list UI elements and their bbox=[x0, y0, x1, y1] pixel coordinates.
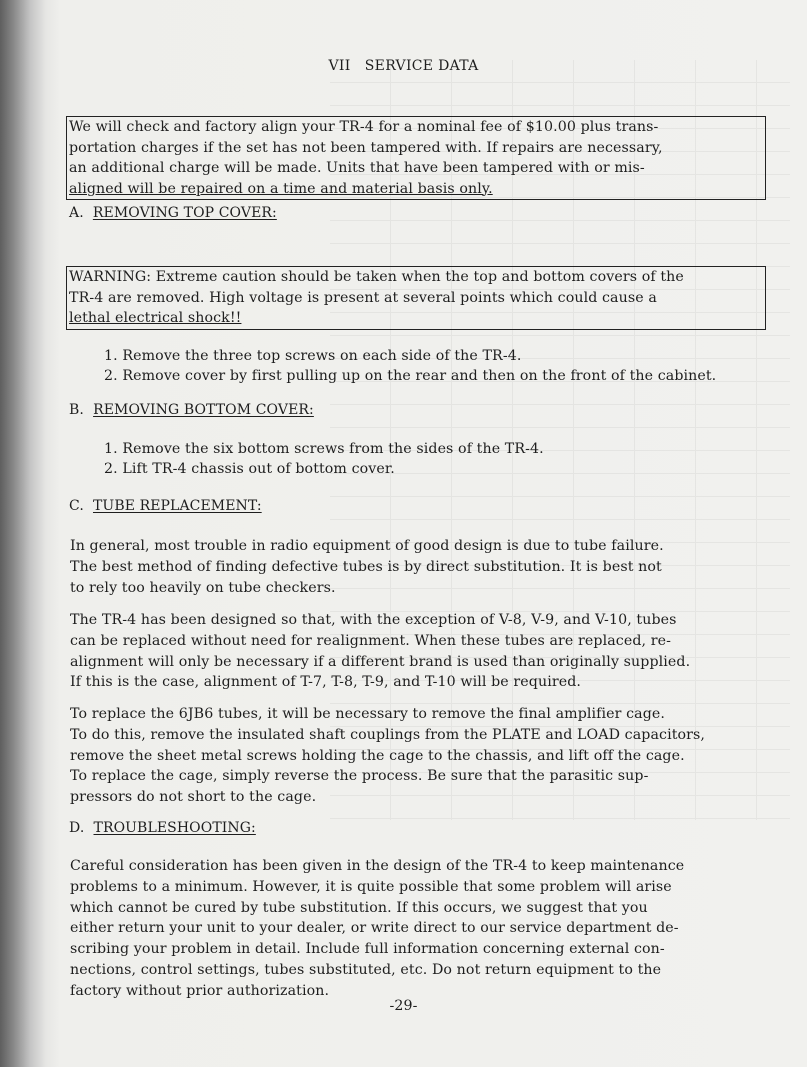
paragraph-line: either return your unit to your dealer, or write direct to our service department de- bbox=[70, 920, 679, 937]
section-title: REMOVING TOP COVER: bbox=[92, 205, 277, 221]
section-letter: B. bbox=[69, 402, 84, 418]
paragraph-line: to rely too heavily on tube checkers. bbox=[70, 579, 336, 596]
notice-line: portation charges if the set has not been tampered with. If repairs are necessary, bbox=[69, 139, 663, 156]
paragraph bbox=[70, 536, 664, 598]
list-item: 2. Remove cover by first pulling up on the rear and then on the front of the cabinet. bbox=[104, 368, 717, 384]
paragraph-line: can be replaced without need for realignment. When these tubes are replaced, re- bbox=[70, 632, 671, 649]
paragraph-line: scribing your problem in detail. Include full information concerning external con- bbox=[70, 941, 665, 958]
paragraph-line: remove the sheet metal screws holding the cage to the chassis, and lift off the cage. bbox=[70, 747, 685, 764]
paragraph-line: alignment will only be necessary if a different brand is used than originally supplied. bbox=[70, 653, 691, 670]
section-letter: A. bbox=[69, 205, 84, 221]
paragraph bbox=[70, 704, 705, 808]
notice-line: an additional charge will be made. Units that have been tampered with or mis- bbox=[69, 160, 645, 176]
list-item: 2. Lift TR-4 chassis out of bottom cover. bbox=[104, 461, 395, 477]
paragraph-line: which cannot be cured by tube substitution. If this occurs, we suggest that you bbox=[70, 899, 648, 916]
section-heading-d bbox=[69, 820, 256, 836]
section-heading-b bbox=[69, 402, 314, 418]
paragraph-line: nections, control settings, tubes substituted, etc. Do not return equipment to the bbox=[70, 961, 662, 978]
section-title: TUBE REPLACEMENT: bbox=[92, 498, 262, 514]
paragraph-line: To do this, remove the insulated shaft couplings from the PLATE and LOAD capacitors, bbox=[70, 726, 706, 743]
paragraph-line: factory without prior authorization. bbox=[70, 982, 330, 999]
paragraph-line: The best method of finding defective tubes is by direct substitution. It is best not bbox=[70, 558, 662, 575]
steps-list-b bbox=[104, 439, 544, 479]
section-heading-c bbox=[69, 498, 262, 514]
section-letter: D. bbox=[69, 820, 85, 836]
list-item: 1. Remove the three top screws on each side of the TR-4. bbox=[104, 348, 522, 364]
notice-line: We will check and factory align your TR-4 for a nominal fee of $10.00 plus trans- bbox=[69, 119, 659, 135]
page-number: -29- bbox=[389, 998, 418, 1014]
paragraph bbox=[70, 610, 690, 693]
paragraph bbox=[70, 856, 684, 1002]
paragraph-line: To replace the cage, simply reverse the process. Be sure that the parasitic sup- bbox=[70, 768, 649, 785]
section-heading-a bbox=[69, 205, 277, 221]
list-item: 1. Remove the six bottom screws from the sides of the TR-4. bbox=[104, 441, 544, 457]
warning-box bbox=[66, 266, 766, 330]
paragraph-line: pressors do not short to the cage. bbox=[70, 789, 317, 806]
paragraph-line: problems to a minimum. However, it is quite possible that some problem will arise bbox=[70, 878, 672, 895]
section-title: TROUBLESHOOTING: bbox=[93, 820, 256, 836]
paragraph-line: The TR-4 has been designed so that, with the exception of V-8, V-9, and V-10, tubes bbox=[70, 612, 677, 628]
notice-line: aligned will be repaired on a time and material basis only. bbox=[69, 180, 493, 197]
section-letter: C. bbox=[69, 498, 84, 514]
paragraph-line: If this is the case, alignment of T-7, T-8, T-9, and T-10 will be required. bbox=[70, 674, 582, 691]
warning-line: WARNING: Extreme caution should be taken when the top and bottom covers of the bbox=[69, 269, 684, 285]
page-title: VII SERVICE DATA bbox=[328, 58, 479, 74]
notice-box bbox=[66, 116, 766, 200]
paragraph-line: In general, most trouble in radio equipment of good design is due to tube failure. bbox=[70, 538, 664, 554]
warning-line: TR-4 are removed. High voltage is present at several points which could cause a bbox=[69, 289, 657, 306]
steps-list-a bbox=[104, 346, 716, 386]
paragraph-line: Careful consideration has been given in the design of the TR-4 to keep maintenance bbox=[70, 858, 685, 874]
paragraph-line: To replace the 6JB6 tubes, it will be necessary to remove the final amplifier cage. bbox=[70, 706, 666, 722]
section-title: REMOVING BOTTOM COVER: bbox=[93, 402, 314, 418]
warning-line: lethal electrical shock!! bbox=[69, 310, 242, 326]
